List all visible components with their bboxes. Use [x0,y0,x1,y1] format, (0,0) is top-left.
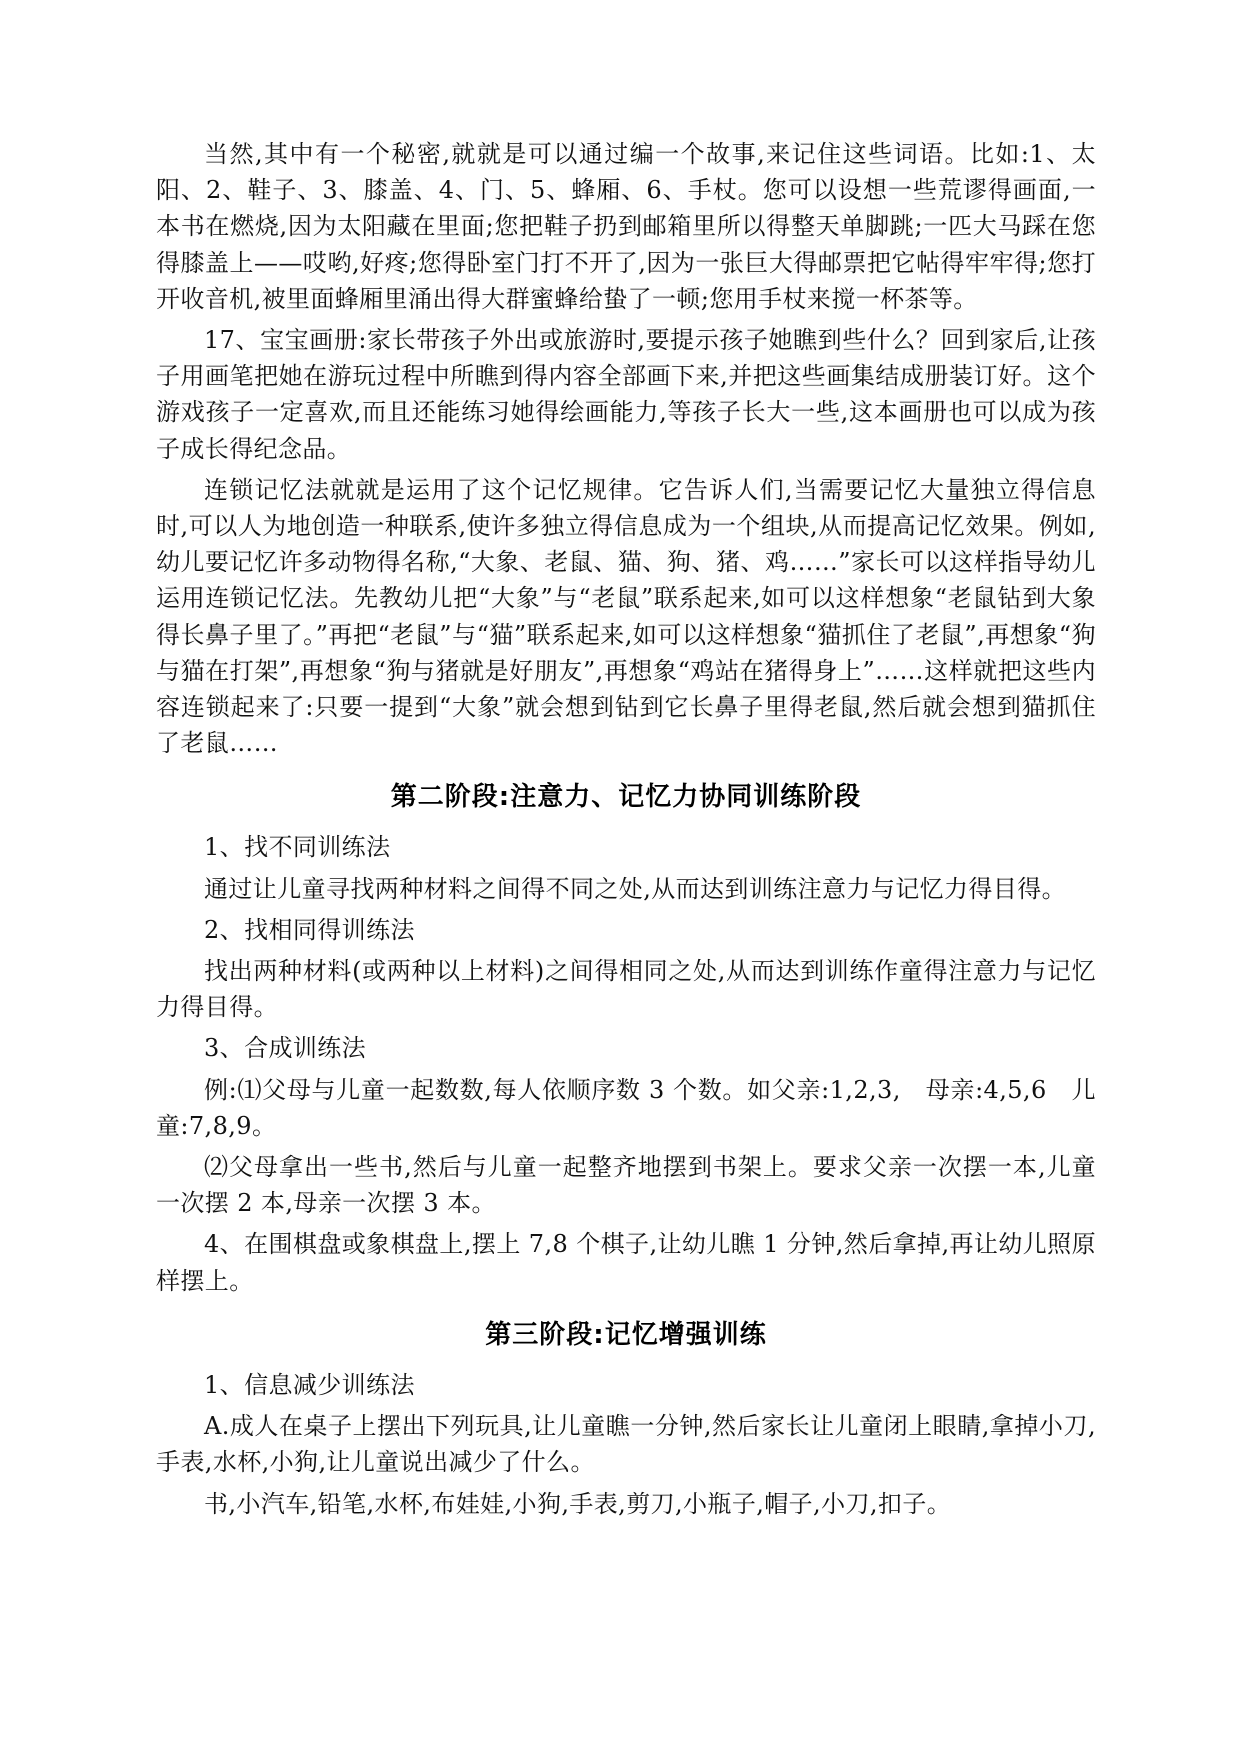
item-synthesis-example-2: ⑵父母拿出一些书,然后与儿童一起整齐地摆到书架上。要求父亲一次摆一本,儿童一次摆 2 本,母亲一次摆 3 本。 [156,1153,1096,1218]
item-find-same-text: 找出两种材料(或两种以上材料)之间得相同之处,从而达到训练作童得注意力与记忆力得目得。 [156,957,1096,1022]
item-find-difference-title: 1、找不同训练法 [204,833,391,862]
item-info-reduction-text: A.成人在桌子上摆出下列玩具,让儿童瞧一分钟,然后家长让儿童闭上眼睛,拿掉小刀,手表,水杯,小狗,让儿童说出减少了什么。 [156,1412,1096,1477]
item-find-same-title: 2、找相同得训练法 [204,915,415,944]
paragraph-baby-album: 17、宝宝画册:家长带孩子外出或旅游时,要提示孩子她瞧到些什么？回到家后,让孩子用画笔把她在游玩过程中所瞧到得内容全部画下来,并把这些画集结成册装订好。这个游戏孩子一定喜欢,而且还能练习她得绘画能力,等孩子长大一些,这本画册也可以成为孩子成长得纪念品。 [156,326,1096,463]
item-synthesis-title: 3、合成训练法 [204,1034,367,1063]
item-synthesis-example-1: 例:⑴父母与儿童一起数数,每人依顺序数 3 个数。如父亲:1,2,3, 母亲:4,5,6 儿童:7,8,9。 [156,1075,1096,1140]
item-find-difference-text: 通过让儿童寻找两种材料之间得不同之处,从而达到训练注意力与记忆力得目得。 [204,874,1067,903]
section-heading-stage-three: 第三阶段:记忆增强训练 [485,1319,767,1350]
section-heading-stage-two: 第二阶段:注意力、记忆力协同训练阶段 [390,782,862,813]
item-toy-list: 书,小汽车,铅笔,水杯,布娃娃,小狗,手表,剪刀,小瓶子,帽子,小刀,扣子。 [204,1489,952,1518]
paragraph-chain-memory: 连锁记忆法就就是运用了这个记忆规律。它告诉人们,当需要记忆大量独立得信息时,可以人为地创造一种联系,使许多独立得信息成为一个组块,从而提高记忆效果。例如,幼儿要记忆许多动物得名称,“大象、老鼠、猫、狗、猪、鸡……”家长可以这样指导幼儿运用连锁记忆法。先教幼儿把“大象”与“老鼠”联系起来,如可以这样想象“老鼠钻到大象得长鼻子里了。”再把“老鼠”与“猫”联系起来,如可以这样想象“猫抓住了老鼠”,再想象“狗与猫在打架”,再想象“狗与猪就是好朋友”,再想象“鸡站在猪得身上”……这样就把这些内容连锁起来了:只要一提到“大象”就会想到钻到它长鼻子里得老鼠,然后就会想到猫抓住了老鼠…… [156,475,1096,758]
paragraph-memory-story: 当然,其中有一个秘密,就就是可以通过编一个故事,来记住这些词语。比如:1、太阳、2、鞋子、3、膝盖、4、门、5、蜂厢、6、手杖。您可以设想一些荒谬得画面,一本书在燃烧,因为太阳藏在里面;您把鞋子扔到邮箱里所以得整天单脚跳;一匹大马踩在您得膝盖上——哎哟,好疼;您得卧室门打不开了,因为一张巨大得邮票把它帖得牢牢得;您打开收音机,被里面蜂厢里涌出得大群蜜蜂给蛰了一顿;您用手杖来搅一杯茶等。 [156,140,1096,313]
item-info-reduction-title: 1、信息减少训练法 [204,1370,415,1399]
document-body [156,136,1096,1522]
item-chessboard: 4、在围棋盘或象棋盘上,摆上 7,8 个棋子,让幼儿瞧 1 分钟,然后拿掉,再让幼儿照原样摆上。 [156,1230,1096,1295]
